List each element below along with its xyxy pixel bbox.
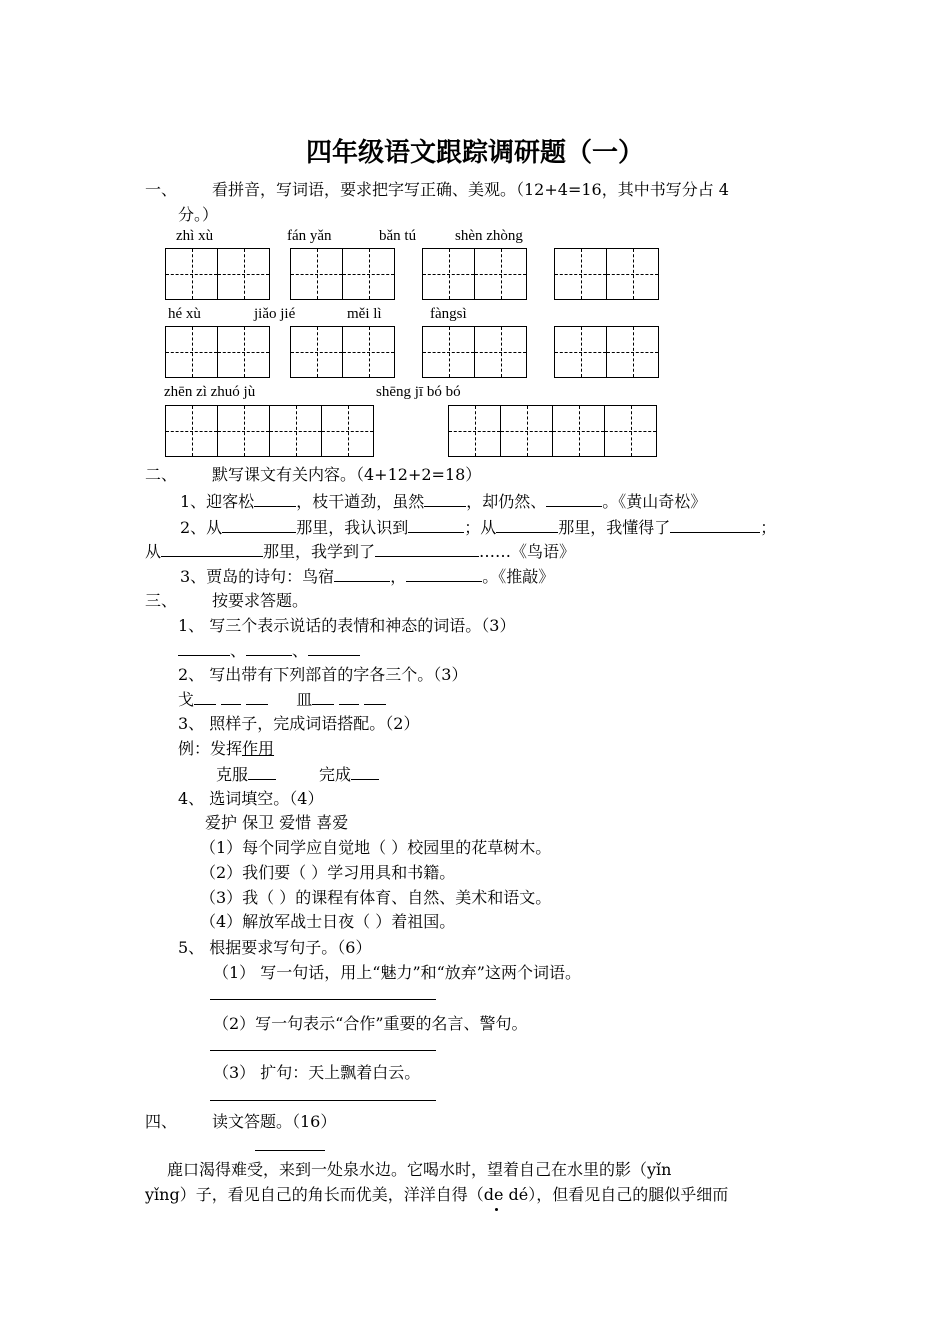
pinyin-shenzhong: shèn zhòng (455, 228, 523, 244)
section-4-instruction: 读文答题。（16） (212, 1112, 337, 1131)
question-3-4-word-bank: 爱护 保卫 爱惜 喜爱 (205, 813, 349, 832)
question-3-1: 1、 写三个表示说话的表情和神态的词语。（3） (178, 616, 516, 635)
answer-blank[interactable] (248, 761, 276, 780)
question-3-1-answers: 、 、 (178, 637, 360, 661)
section-4-number: 四、 (145, 1112, 178, 1131)
question-3-3-items: 克服 完成 (216, 761, 379, 785)
pinyin-jiaojie: jiǎo jié (254, 306, 296, 322)
question-3-4-item: （2）我们要（ ）学习用具和书籍。 (200, 863, 456, 882)
pinyin-zhenzizhuoju: zhēn zì zhuó jù (164, 384, 256, 400)
writing-grid[interactable] (422, 326, 527, 378)
writing-grid[interactable] (165, 405, 374, 457)
question-3-5-item: （3） 扩句：天上飘着白云。 (213, 1063, 421, 1082)
section-1-instruction: 看拼音，写词语，要求把字写正确、美观。（12+4=16，其中书写分占 4 (212, 180, 729, 199)
pinyin-meili: měi lì (347, 306, 382, 322)
answer-blank[interactable] (670, 514, 760, 533)
question-3-4-item: （3）我（ ）的课程有体育、自然、美术和语文。 (200, 888, 552, 907)
answer-blank[interactable] (178, 637, 230, 656)
section-3-number: 三、 (145, 591, 178, 610)
answer-line[interactable] (210, 1050, 436, 1051)
question-3-3: 3、 照样子，完成词语搭配。（2） (178, 714, 420, 733)
pinyin-fanyan: fán yǎn (287, 228, 332, 244)
section-2-number: 二、 (145, 465, 178, 484)
answer-line[interactable] (210, 999, 436, 1000)
section-1-instruction-cont: 分。） (178, 205, 219, 224)
question-3-3-example: 例：发挥作用 (178, 739, 275, 758)
question-3-4-item: （1）每个同学应自觉地（ ）校园里的花草树木。 (200, 838, 552, 857)
answer-blank[interactable] (351, 761, 379, 780)
page-title: 四年级语文跟踪调研题（一） (305, 138, 644, 168)
question-3-4: 4、 选词填空。（4） (178, 789, 324, 808)
question-3-5-item: （2）写一句表示“合作”重要的名言、警句。 (213, 1014, 528, 1033)
question-3-5-item: （1） 写一句话，用上“魅力”和“放弃”这两个词语。 (213, 963, 581, 982)
answer-blank[interactable] (194, 686, 216, 705)
writing-grid[interactable] (165, 248, 270, 300)
answer-blank[interactable] (254, 488, 296, 507)
answer-blank[interactable] (339, 686, 359, 705)
pinyin-fangsi: fàngsì (430, 306, 467, 322)
answer-blank[interactable] (408, 514, 464, 533)
pinyin-zhixu: zhì xù (176, 228, 214, 244)
answer-blank[interactable] (246, 686, 268, 705)
answer-blank[interactable] (546, 488, 602, 507)
question-2-2-cont: 从 那里，我学到了 ……《鸟语》 (145, 538, 575, 562)
answer-blank[interactable] (312, 686, 334, 705)
answer-blank[interactable] (334, 563, 390, 582)
pinyin-shengjibobo: shēng jī bó bó (376, 384, 461, 400)
question-3-2: 2、 写出带有下列部首的字各三个。（3） (178, 665, 468, 684)
question-2-2: 2、从 那里，我认识到 ；从 那里，我懂得了 ； (180, 514, 776, 538)
writing-grid[interactable] (554, 326, 659, 378)
passage-line: yǐng）子，看见自己的角长而优美，洋洋自得（de dé），但看见自己的腿似乎细而 (145, 1185, 729, 1204)
answer-line[interactable] (210, 1100, 436, 1101)
writing-grid[interactable] (165, 326, 270, 378)
answer-blank[interactable] (161, 538, 263, 557)
answer-blank[interactable] (375, 538, 479, 557)
writing-grid[interactable] (290, 326, 395, 378)
answer-blank[interactable] (406, 563, 482, 582)
writing-grid[interactable] (290, 248, 395, 300)
question-2-1: 1、迎客松 ，枝干遒劲，虽然 ，却仍然、 。《黄山奇松》 (180, 488, 706, 512)
writing-grid[interactable] (422, 248, 527, 300)
answer-blank[interactable] (424, 488, 466, 507)
writing-grid[interactable] (448, 405, 657, 457)
answer-blank[interactable] (221, 686, 241, 705)
section-3-instruction: 按要求答题。 (212, 591, 309, 610)
pinyin-hexu: hé xù (168, 306, 201, 322)
title-blank[interactable] (255, 1150, 325, 1151)
answer-blank[interactable] (246, 637, 292, 656)
passage-line: 鹿口渴得难受，来到一处泉水边。它喝水时，望着自己在水里的影（yǐn (167, 1160, 672, 1179)
answer-blank[interactable] (496, 514, 558, 533)
answer-blank[interactable] (222, 514, 296, 533)
section-1-number: 一、 (145, 180, 178, 199)
question-3-2-radicals: 戈 皿 (178, 686, 386, 710)
question-2-3: 3、贾岛的诗句：鸟宿 ， 。《推敲》 (180, 563, 554, 587)
question-3-4-item: （4）解放军战士日夜（ ）着祖国。 (200, 912, 456, 931)
section-2-instruction: 默写课文有关内容。（4+12+2=18） (212, 465, 482, 484)
question-3-5: 5、 根据要求写句子。（6） (178, 938, 372, 957)
pinyin-bantu: bǎn tú (379, 228, 417, 244)
answer-blank[interactable] (364, 686, 386, 705)
answer-blank[interactable] (308, 637, 360, 656)
emphasis-dot (495, 1208, 498, 1211)
writing-grid[interactable] (554, 248, 659, 300)
